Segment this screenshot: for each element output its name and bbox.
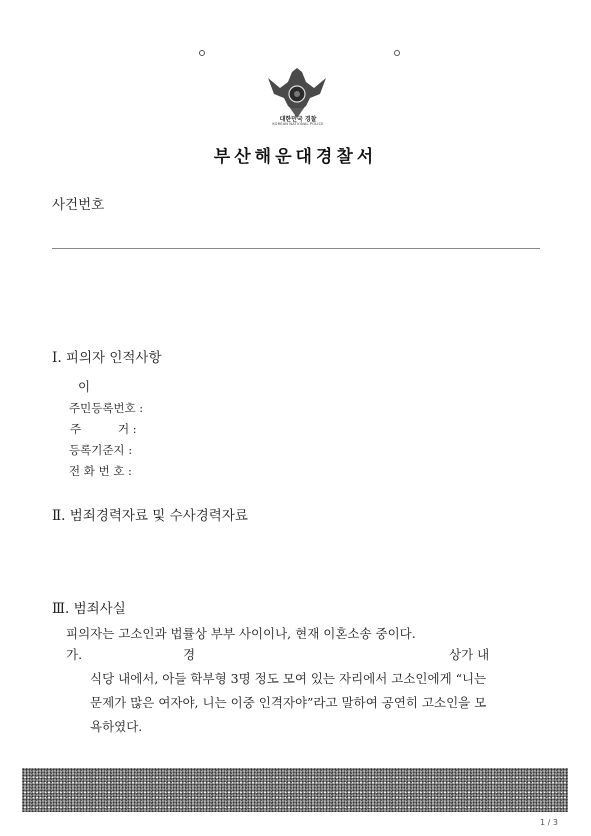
facts-item-fragment-2: 상가 내 [449, 647, 490, 662]
address-field-label-1: 주 [70, 422, 82, 436]
section3-heading: Ⅲ. 범죄사실 [52, 601, 126, 617]
suspect-name-field: 이 [78, 379, 91, 394]
facts-line-5: 욕하였다. [90, 719, 143, 734]
section1-heading: Ⅰ. 피의자 인적사항 [52, 350, 162, 366]
emblem-sublabel: KOREAN NATIONAL POLICE [272, 122, 324, 126]
facts-item-label: 가. [66, 647, 83, 662]
punch-mark-right [394, 50, 400, 56]
punch-mark-left [199, 50, 205, 56]
page-number: 1 / 3 [540, 818, 558, 827]
registry-field-label: 등록기준지 : [69, 443, 133, 457]
facts-item-fragment-1: 경 [183, 647, 196, 662]
address-field-label-2: 거 : [118, 422, 137, 436]
facts-line-4: 문제가 많은 여자야, 니는 이중 인격자야”라고 말하여 공연히 고소인을 모 [90, 695, 487, 710]
facts-line-3: 식당 내에서, 아들 학부형 3명 정도 모여 있는 자리에서 고소인에게 “니는 [90, 671, 487, 686]
case-number-label: 사건번호 [52, 197, 105, 213]
rrn-field-label: 주민등록번호 : [69, 401, 144, 415]
document-title: 부산해운대경찰서 [213, 147, 378, 167]
section2-heading: Ⅱ. 범죄경력자료 및 수사경력자료 [52, 508, 248, 524]
phone-field-label: 전 화 번 호 : [69, 464, 132, 478]
divider-line [52, 248, 540, 249]
redacted-band [22, 768, 568, 812]
emblem-label: 대한민국 경찰 [279, 116, 317, 123]
facts-line-1: 피의자는 고소인과 법률상 부부 사이이나, 현재 이혼소송 중이다. [66, 626, 416, 641]
